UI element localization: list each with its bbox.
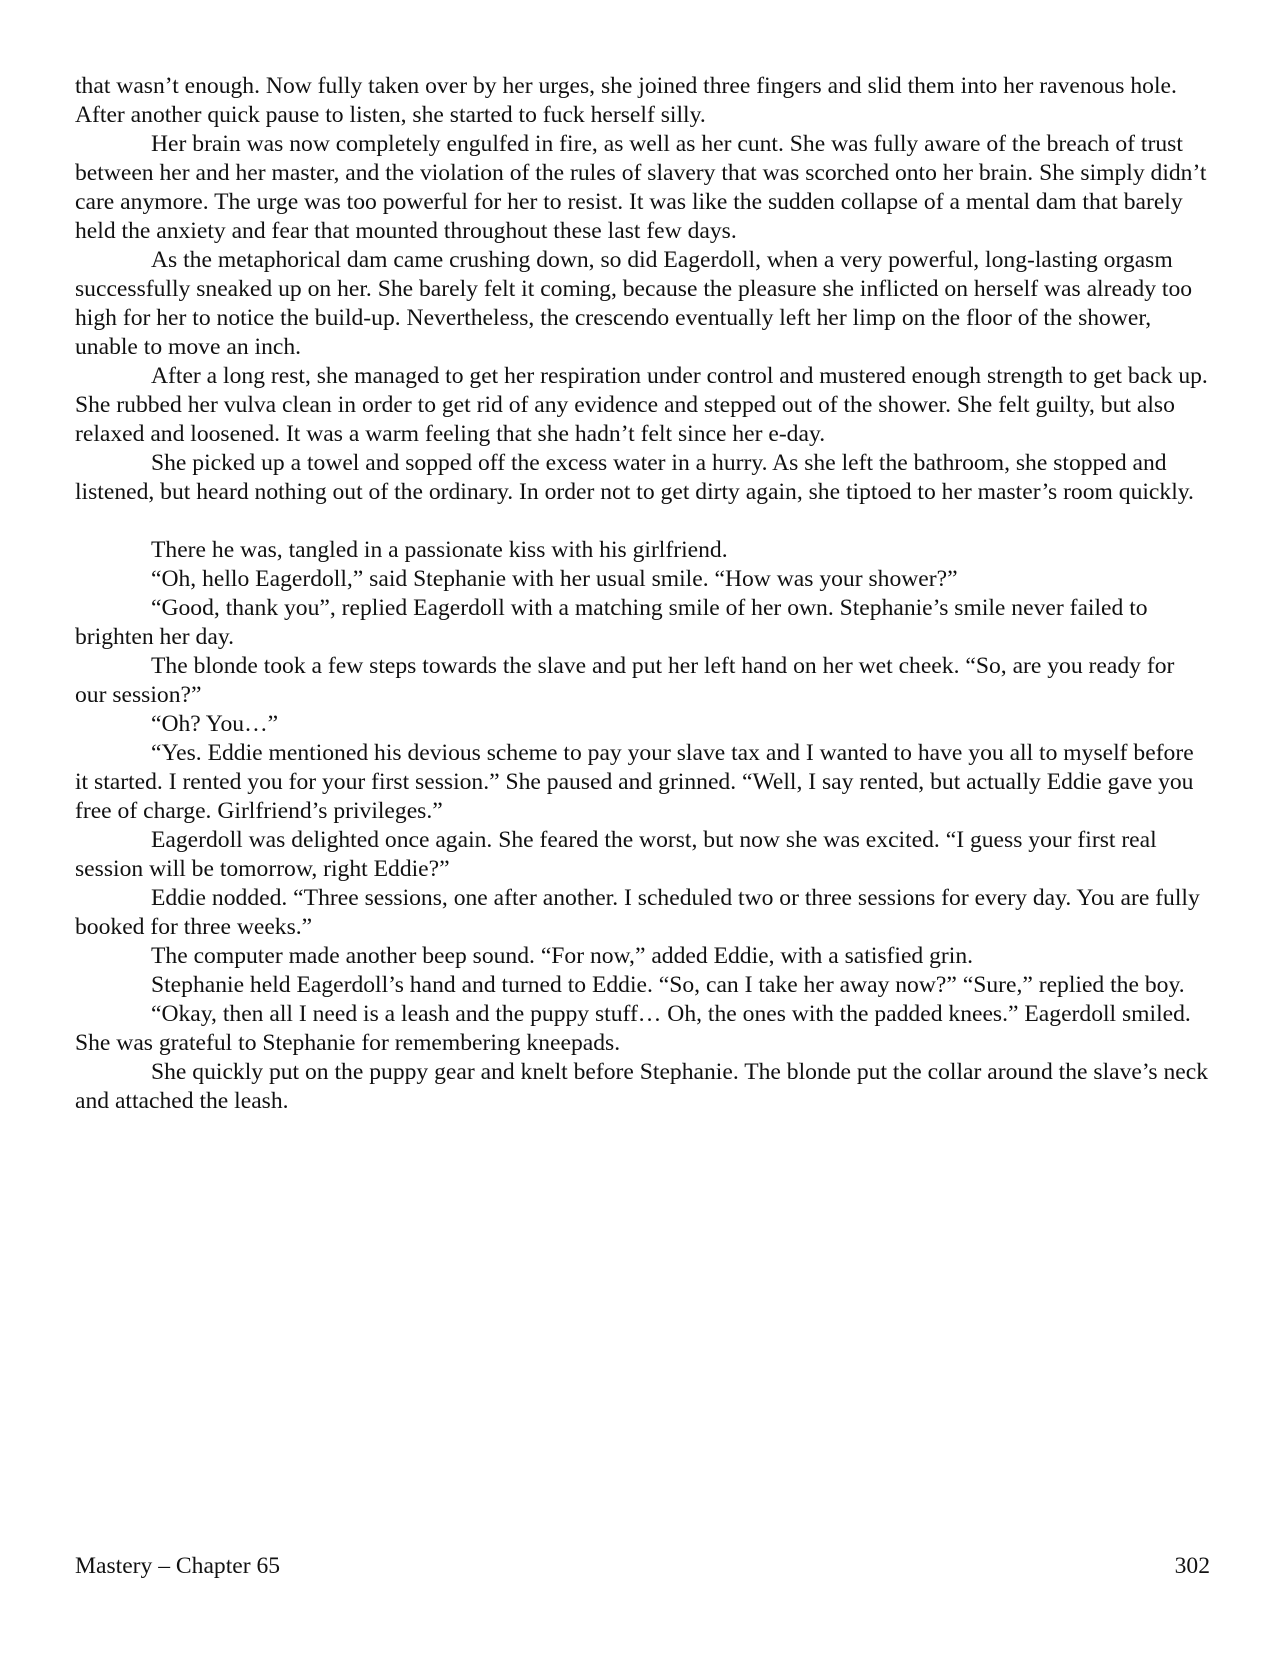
paragraph: Eddie nodded. “Three sessions, one after another. I scheduled two or three sessions for every day. You are fully booked for three weeks.” <box>75 885 1200 940</box>
paragraph: “Yes. Eddie mentioned his devious scheme to pay your slave tax and I wanted to have you all to myself before it started. I rented you for your first session.” She paused and grinned. “Well, I say rented, but actually Eddie gave you free of charge. Girlfriend’s privileges.” <box>75 740 1194 824</box>
paragraph: She quickly put on the puppy gear and knelt before Stephanie. The blonde put the collar around the slave’s neck and attached the leash. <box>75 1059 1209 1114</box>
paragraph: She picked up a towel and sopped off the excess water in a hurry. As she left the bathroom, she stopped and listened, but heard nothing out of the ordinary. In order not to get dirty again, she tiptoed to her master’s room quickly. <box>75 450 1194 505</box>
paragraph: There he was, tangled in a passionate kiss with his girlfriend. <box>151 537 728 563</box>
paragraph: Stephanie held Eagerdoll’s hand and turned to Eddie. “So, can I take her away now?” “Sure,” replied the boy. <box>151 972 1185 998</box>
paragraph: After a long rest, she managed to get her respiration under control and mustered enough strength to get back up. She rubbed her vulva clean in order to get rid of any evidence and stepped out of the shower. She felt guilty, but also relaxed and loosened. It was a warm feeling that she hadn’t felt since her e-day. <box>75 363 1208 447</box>
paragraph: As the metaphorical dam came crushing down, so did Eagerdoll, when a very powerful, long-lasting orgasm successfully sneaked up on her. She barely felt it coming, because the pleasure she inflicted on herself was already too high for her to notice the build-up. Nevertheless, the crescendo eventually left her limp on the floor of the shower, unable to move an inch. <box>75 247 1193 360</box>
page-footer <box>75 1552 1210 1581</box>
paragraph: “Oh, hello Eagerdoll,” said Stephanie with her usual smile. “How was your shower?” <box>151 566 958 592</box>
paragraph: The computer made another beep sound. “For now,” added Eddie, with a satisfied grin. <box>151 943 974 969</box>
page-number: 302 <box>1174 1553 1210 1579</box>
paragraph: that wasn’t enough. Now fully taken over by her urges, she joined three fingers and slid them into her ravenous hole. After another quick pause to listen, she started to fuck herself silly. <box>75 73 1177 128</box>
paragraph: Eagerdoll was delighted once again. She feared the worst, but now she was excited. “I guess your first real session will be tomorrow, right Eddie?” <box>75 827 1157 882</box>
paragraph: Her brain was now completely engulfed in fire, as well as her cunt. She was fully aware of the breach of trust between her and her master, and the violation of the rules of slavery that was scorched onto her brain. She simply didn’t care anymore. The urge was too powerful for her to resist. It was like the sudden collapse of a mental dam that barely held the anxiety and fear that mounted throughout these last few days. <box>75 131 1207 244</box>
paragraph: “Oh? You…” <box>151 711 279 737</box>
paragraph: The blonde took a few steps towards the slave and put her left hand on her wet cheek. “So, are you ready for our session?” <box>75 653 1175 708</box>
section-break <box>75 507 1210 536</box>
paragraph: “Okay, then all I need is a leash and the puppy stuff… Oh, the ones with the padded knees.” Eagerdoll smiled. She was grateful to Stephanie for remembering kneepads. <box>75 1001 1191 1056</box>
paragraph: “Good, thank you”, replied Eagerdoll with a matching smile of her own. Stephanie’s smile never failed to brighten her day. <box>75 595 1148 650</box>
footer-title: Mastery – Chapter 65 <box>75 1553 281 1579</box>
page-body <box>75 72 1210 1116</box>
